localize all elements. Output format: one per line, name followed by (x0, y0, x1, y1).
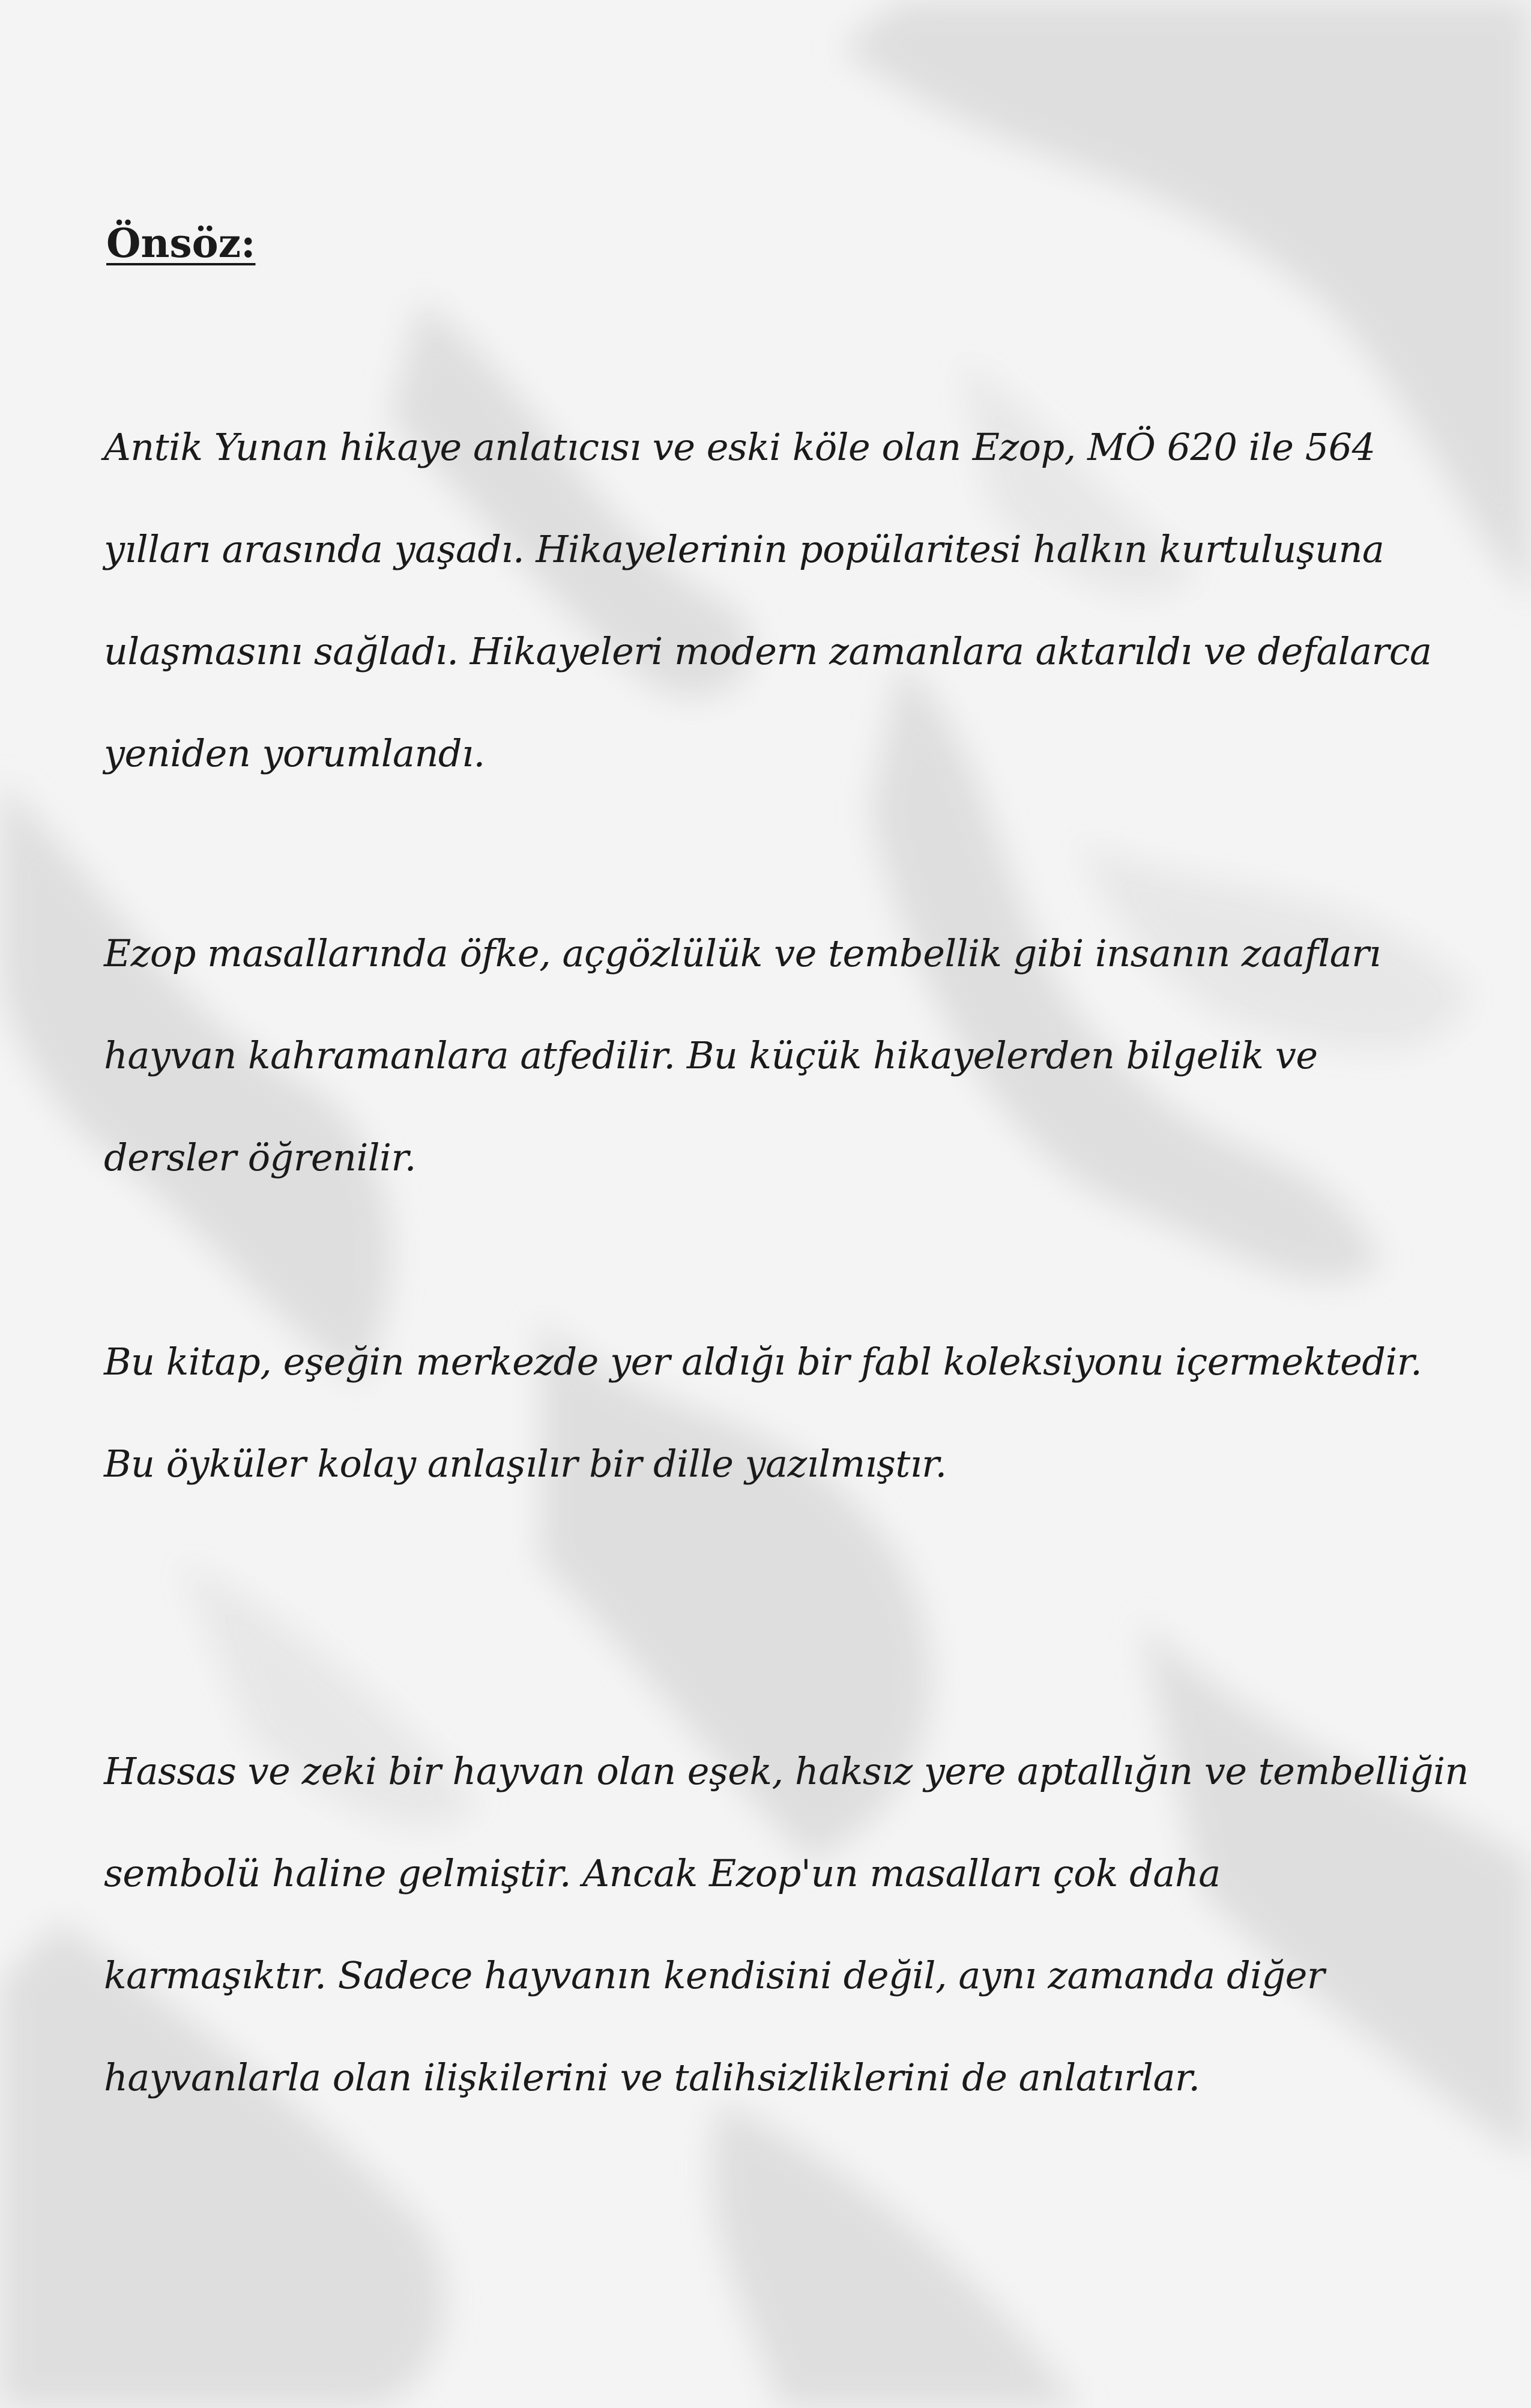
paragraph-line: hayvanlarla olan ilişkilerini ve talihsizliklerini de anlatırlar. (104, 2056, 1200, 2099)
paragraph-3 (104, 1311, 1422, 1515)
page-title: Önsöz: (106, 220, 256, 267)
paragraph-line: sembolü haline gelmiştir. Ancak Ezop'un masalları çok daha (104, 1851, 1221, 1895)
paragraph-line: yeniden yorumlandı. (104, 731, 485, 775)
paragraph-2 (104, 903, 1381, 1209)
document-page (104, 204, 1469, 2099)
paragraph-line: hayvan kahramanlara atfedilir. Bu küçük hikayelerden bilgelik ve (104, 1033, 1318, 1077)
paragraph-line: karmaşıktır. Sadece hayvanın kendisini değil, aynı zamanda diğer (104, 1953, 1325, 1997)
paragraph-line: yılları arasında yaşadı. Hikayelerinin popülaritesi halkın kurtuluşuna (104, 527, 1385, 571)
paragraph-line: ulaşmasını sağladı. Hikayeleri modern zamanlara aktarıldı ve defalarca (104, 629, 1432, 673)
paragraph-line: Bu kitap, eşeğin merkezde yer aldığı bir fabl koleksiyonu içermektedir. (104, 1340, 1422, 1384)
paragraph-line: Hassas ve zeki bir hayvan olan eşek, haksız yere aptallığın ve tembelliğin (104, 1749, 1469, 1793)
paragraph-1 (104, 396, 1431, 805)
paragraph-line: Ezop masallarında öfke, açgözlülük ve tembellik gibi insanın zaafları (104, 931, 1381, 975)
paragraph-line: dersler öğrenilir. (104, 1136, 416, 1179)
paragraph-line: Antik Yunan hikaye anlatıcısı ve eski köle olan Ezop, MÖ 620 ile 564 (104, 425, 1375, 469)
paragraph-4 (104, 1720, 1469, 2129)
paragraph-line: Bu öyküler kolay anlaşılır bir dille yazılmıştır. (104, 1442, 947, 1486)
